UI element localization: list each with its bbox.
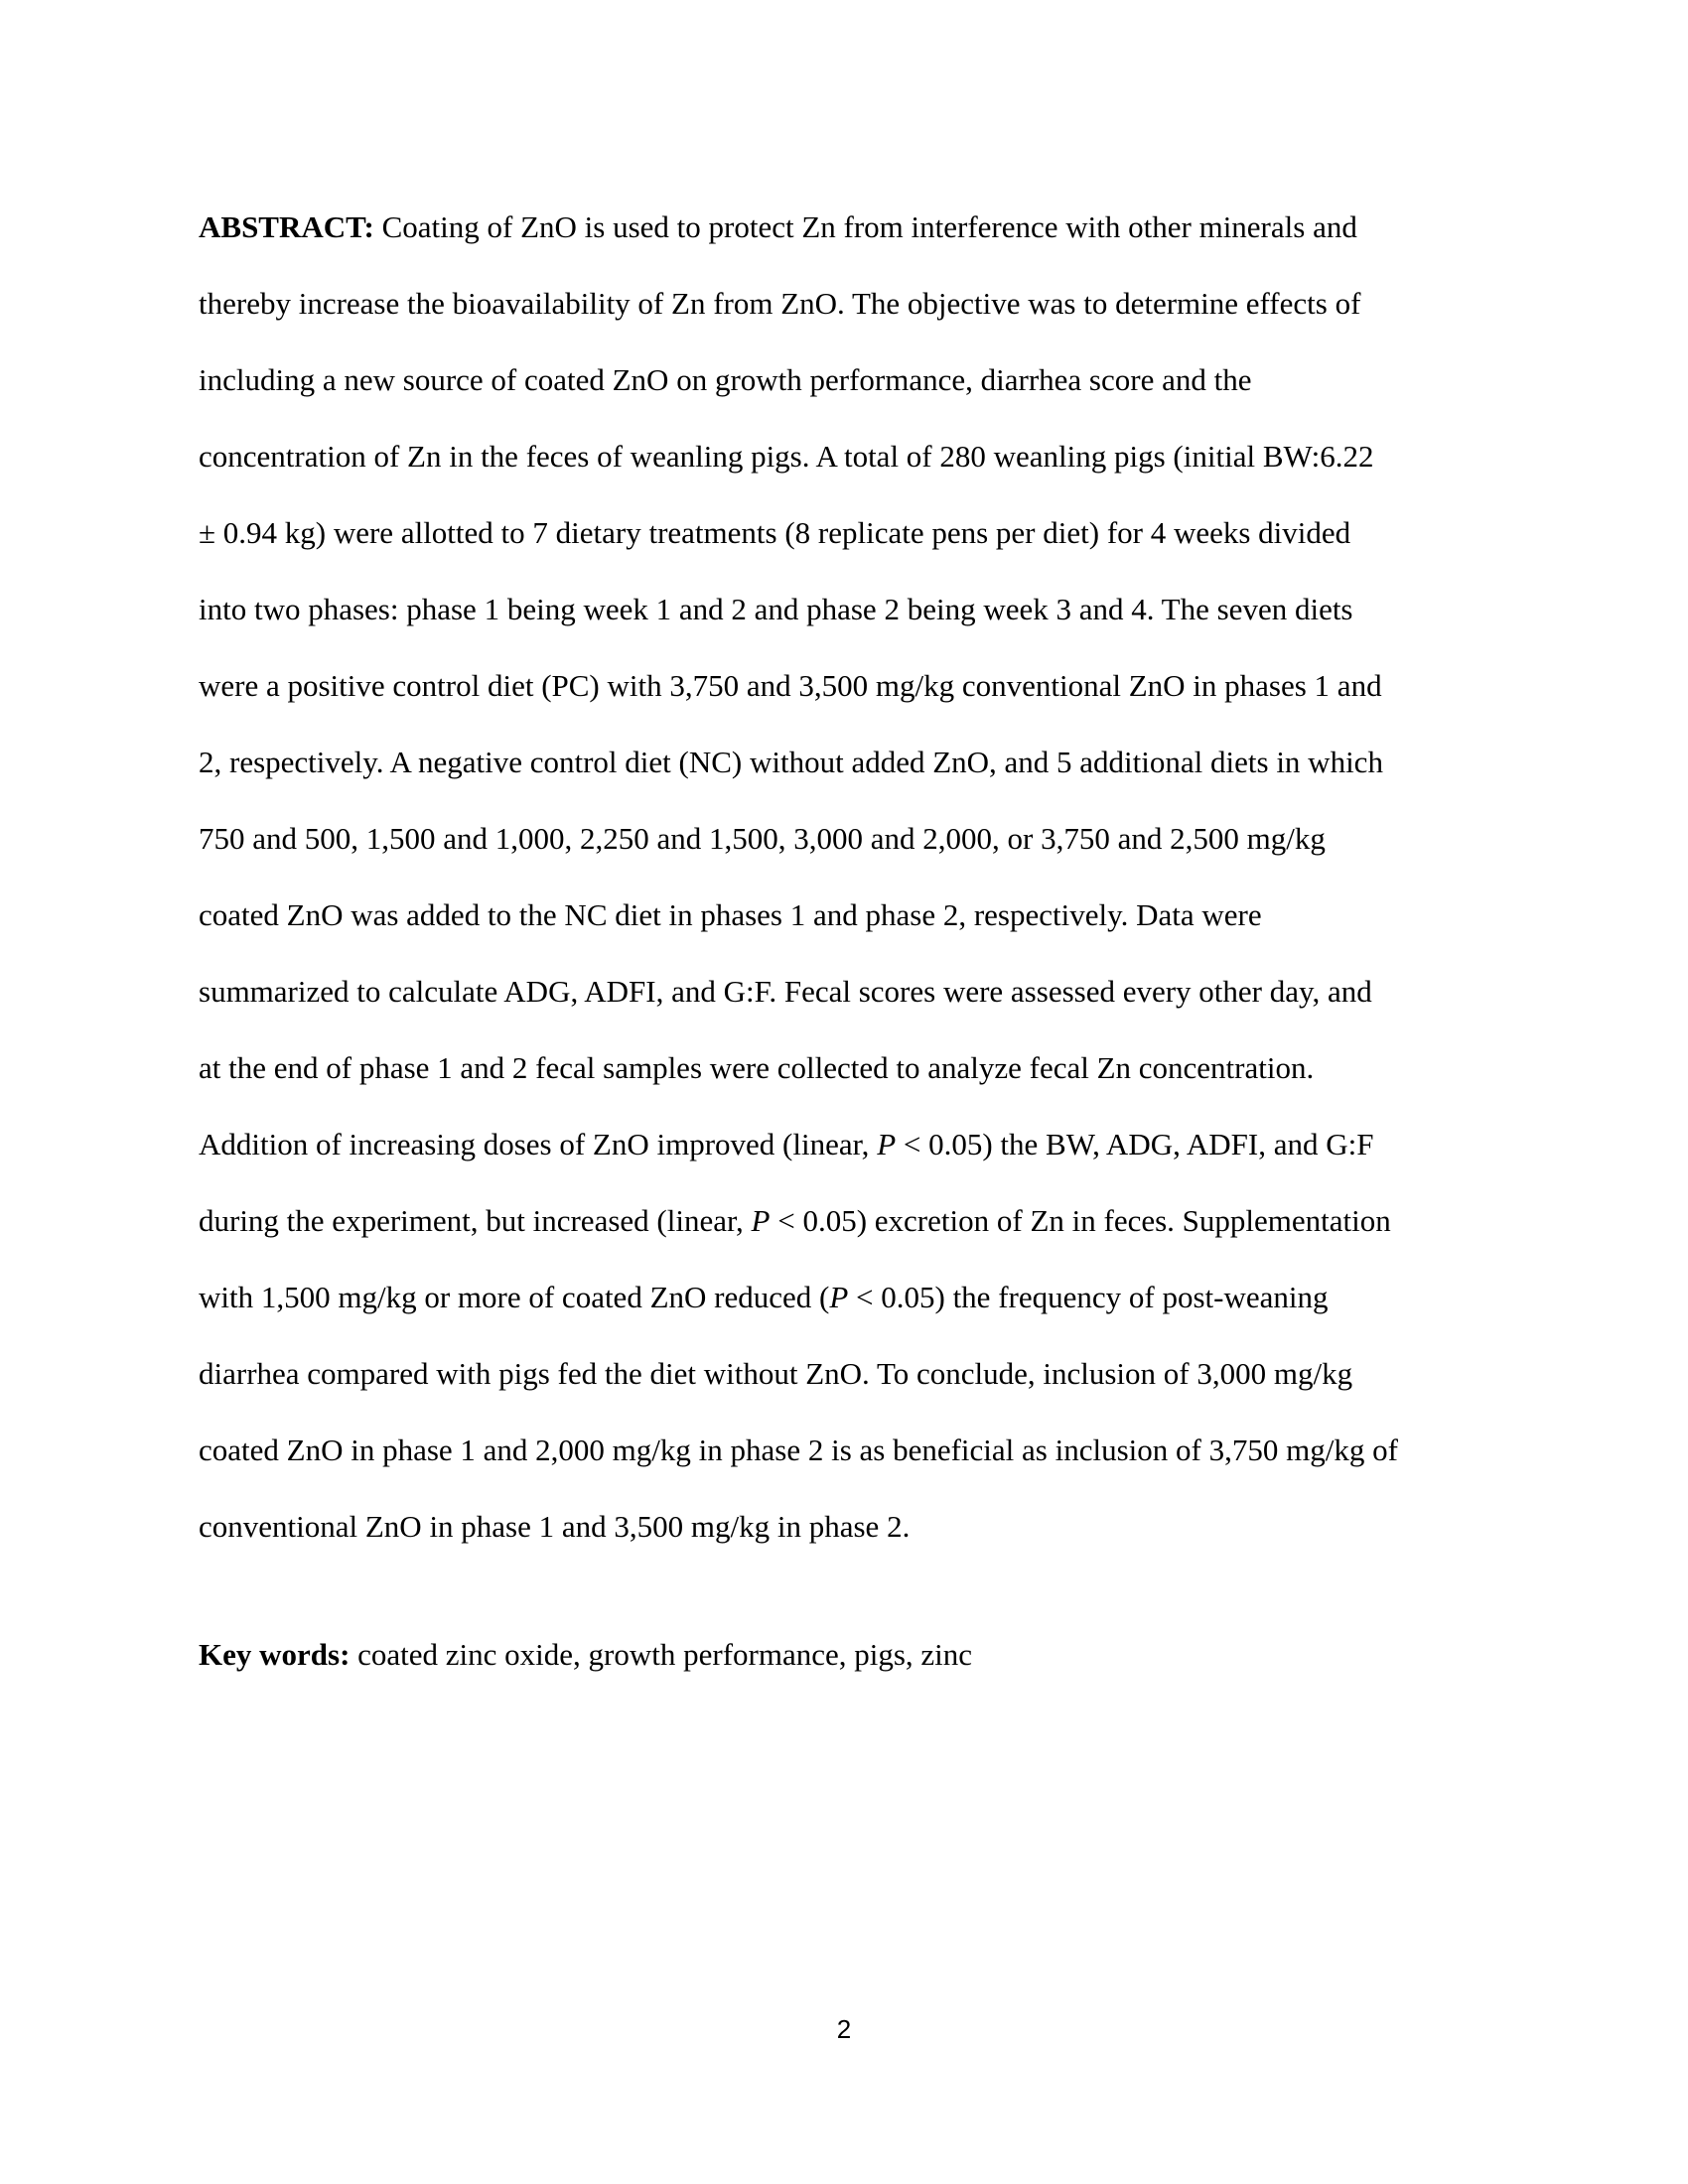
abstract-line-text: Addition of increasing doses of ZnO improved (linear,	[199, 1127, 878, 1161]
abstract-line: were a positive control diet (PC) with 3,750 and 3,500 mg/kg conventional ZnO in phases 1 and	[199, 668, 1382, 703]
abstract-line: conventional ZnO in phase 1 and 3,500 mg/kg in phase 2.	[199, 1509, 911, 1544]
abstract-line: coated ZnO was added to the NC diet in phases 1 and phase 2, respectively. Data were	[199, 897, 1262, 932]
abstract-line: summarized to calculate ADG, ADFI, and G:F. Fecal scores were assessed every other day, and	[199, 974, 1372, 1009]
keywords-text: coated zinc oxide, growth performance, pigs, zinc	[350, 1637, 973, 1672]
abstract-line: at the end of phase 1 and 2 fecal samples were collected to analyze fecal Zn concentration.	[199, 1050, 1315, 1085]
abstract-line: concentration of Zn in the feces of weanling pigs. A total of 280 weanling pigs (initial BW:6.22	[199, 439, 1374, 474]
abstract-line: ± 0.94 kg) were allotted to 7 dietary treatments (8 replicate pens per diet) for 4 weeks divided	[199, 515, 1351, 550]
abstract-line: 750 and 500, 1,500 and 1,000, 2,250 and 1,500, 3,000 and 2,000, or 3,750 and 2,500 mg/kg	[199, 821, 1326, 856]
abstract-line: into two phases: phase 1 being week 1 and 2 and phase 2 being week 3 and 4. The seven diets	[199, 592, 1353, 626]
abstract-line	[199, 1182, 1509, 1259]
keywords-line	[199, 1635, 972, 1675]
abstract-line-text: Coating of ZnO is used to protect Zn from interference with other minerals and	[373, 209, 1357, 244]
abstract-label: ABSTRACT:	[199, 209, 374, 244]
abstract-line	[199, 189, 1509, 265]
abstract-line: 2, respectively. A negative control diet (NC) without added ZnO, and 5 additional diets in which	[199, 745, 1383, 779]
p-value-symbol: P	[829, 1280, 849, 1314]
keywords-label: Key words:	[199, 1637, 351, 1672]
abstract-line-text: < 0.05) the BW, ADG, ADFI, and G:F	[896, 1127, 1374, 1161]
abstract-paragraph	[199, 189, 1509, 1565]
p-value-symbol: P	[751, 1203, 771, 1238]
abstract-line-text: with 1,500 mg/kg or more of coated ZnO reduced (	[199, 1280, 830, 1314]
abstract-line: diarrhea compared with pigs fed the diet without ZnO. To conclude, inclusion of 3,000 mg/kg	[199, 1356, 1353, 1391]
abstract-line: thereby increase the bioavailability of Zn from ZnO. The objective was to determine effects of	[199, 286, 1361, 321]
abstract-line	[199, 1259, 1509, 1335]
abstract-line-text: during the experiment, but increased (linear,	[199, 1203, 752, 1238]
abstract-line	[199, 1106, 1509, 1182]
abstract-line-text: < 0.05) excretion of Zn in feces. Supplementation	[770, 1203, 1391, 1238]
page-number: 2	[836, 2014, 852, 2044]
p-value-symbol: P	[877, 1127, 897, 1161]
abstract-line-text: < 0.05) the frequency of post-weaning	[848, 1280, 1329, 1314]
abstract-line: coated ZnO in phase 1 and 2,000 mg/kg in phase 2 is as beneficial as inclusion of 3,750 mg/kg of	[199, 1433, 1398, 1467]
abstract-line: including a new source of coated ZnO on growth performance, diarrhea score and the	[199, 362, 1252, 397]
